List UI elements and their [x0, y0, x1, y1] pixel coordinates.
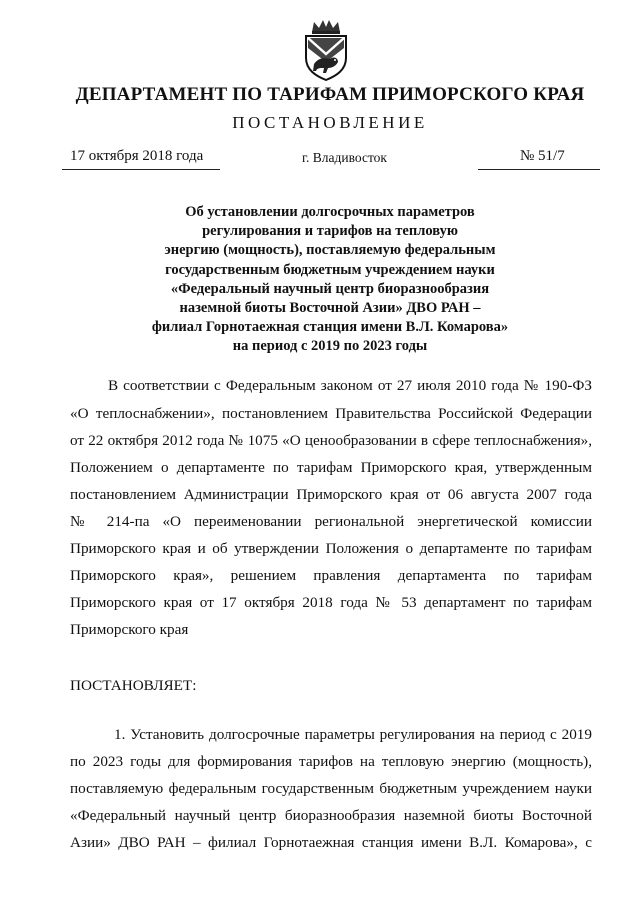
item1-line: 1. Установить долгосрочные параметры регулирования на период с 2019 — [114, 726, 592, 743]
preamble-line: от 22 октября 2012 года № 1075 «О ценообразовании в сфере теплоснабжения», — [70, 432, 592, 449]
preamble-line: Приморского края и об утверждении Положения о департаменте по тарифам — [70, 540, 592, 557]
resolves-heading: ПОСТАНОВЛЯЕТ: — [70, 677, 197, 694]
subject-line: энергию (мощность), поставляемую федеральным — [164, 242, 496, 259]
preamble-line: № 214-па «О переименовании региональной энергетической комиссии — [70, 513, 592, 530]
preamble-line: Приморского края», решением правления департамента по тарифам — [70, 567, 592, 584]
subject-line: филиал Горнотаежная станция имени В.Л. Комарова» — [151, 319, 509, 336]
preamble-line: В соответствии с Федеральным законом от 27 июля 2010 года № 190-ФЗ — [108, 377, 592, 394]
item1-line: по 2023 годы для формирования тарифов на тепловую энергию (мощность), — [70, 753, 592, 770]
number-underline — [478, 169, 600, 170]
subject-line: «Федеральный научный центр биоразнообразия — [170, 280, 490, 297]
document-date: 17 октября 2018 года — [70, 148, 204, 164]
subject-line: на период с 2019 по 2023 годы — [232, 338, 428, 355]
document-number: № 51/7 — [520, 148, 565, 164]
item1-line: «Федеральный научный центр биоразнообразия наземной биоты Восточной — [70, 807, 592, 824]
subject-line: государственным бюджетным учреждением науки — [165, 261, 495, 278]
preamble-line: постановлением Администрации Приморского края от 06 августа 2007 года — [70, 486, 592, 503]
subject-line: наземной биоты Восточной Азии» ДВО РАН – — [179, 300, 481, 317]
subject-line: регулирования и тарифов на тепловую — [202, 223, 458, 240]
coat-of-arms-icon — [300, 18, 352, 82]
document-subject — [100, 203, 560, 357]
item1-line: Азии» ДВО РАН – филиал Горнотаежная станция имени В.Л. Комарова», с — [70, 834, 592, 851]
document-type: ПОСТАНОВЛЕНИЕ — [232, 113, 428, 132]
preamble-line: Положением о департаменте по тарифам Приморского края, утвержденным — [70, 459, 592, 476]
date-underline — [62, 169, 220, 170]
department-title: ДЕПАРТАМЕНТ ПО ТАРИФАМ ПРИМОРСКОГО КРАЯ — [75, 84, 585, 105]
item1-line: поставляемую федеральным государственным бюджетным учреждением науки — [70, 780, 592, 797]
preamble-line: Приморского края — [70, 621, 189, 638]
preamble-line: Приморского края от 17 октября 2018 года № 53 департамент по тарифам — [70, 594, 592, 611]
document-city: г. Владивосток — [302, 150, 387, 165]
preamble-line: «О теплоснабжении», постановлением Правительства Российской Федерации — [70, 405, 592, 422]
subject-line: Об установлении долгосрочных параметров — [185, 204, 475, 220]
